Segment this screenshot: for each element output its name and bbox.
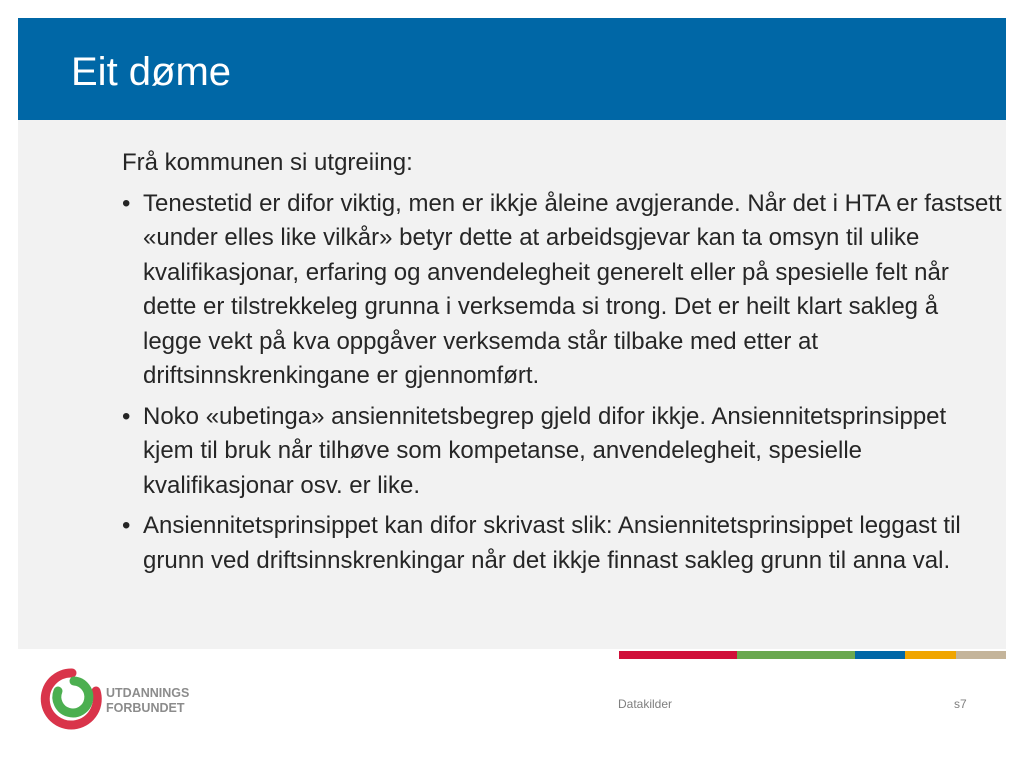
logo-ring-icon (45, 673, 97, 725)
intro-text: Frå kommunen si utgreiing: (122, 149, 413, 176)
stripe-green (737, 651, 855, 659)
bullet-text: Ansiennitetsprinsippet kan difor skrivast slik: Ansiennitetsprinsippet leggast til grunn ved driftsinnskrenkingar når det ikkje finnast sakleg grunn til anna val. (143, 512, 961, 574)
stripe-tan (956, 651, 1006, 659)
stripe-blue (855, 651, 905, 659)
footer-section: Datakilder (618, 697, 673, 711)
logo-line1: UTDANNINGS (106, 686, 190, 700)
footer (18, 649, 1006, 749)
bullet-marker: • (122, 189, 131, 217)
bullet-item (122, 400, 1002, 504)
title-bar (18, 18, 1006, 120)
stripe-yellow (905, 651, 956, 659)
slide (18, 18, 1006, 749)
slide-content (122, 146, 1002, 584)
utdanningsforbundet-logo (38, 667, 198, 731)
stripe-red (619, 651, 737, 659)
bullet-marker: • (122, 512, 131, 539)
logo-line2: FORBUNDET (106, 701, 185, 715)
bullet-item (122, 509, 1002, 578)
bullet-text: Tenestetid er difor viktig, men er ikkje åleine avgjerande. Når det i HTA er fastsett «under elles like vilkår» betyr dette at arbeidsgjevar kan ta omsyn til ulike kvalifikasjonar, erfaring og anvendelegheit generelt eller på spesielle felt når dette er tilstrekkeleg grunna i verksemda si trong. Det er heilt klart sakleg å legge vekt på kva oppgåver verksemda står tilbake med etter at driftsinnskrenkingane er gjennomført. (143, 189, 1002, 389)
bullet-item (122, 187, 1002, 394)
bullet-marker: • (122, 402, 131, 430)
bullet-text: Noko «ubetinga» ansiennitetsbegrep gjeld difor ikkje. Ansiennitetsprinsippet kjem til bruk når tilhøve som kompetanse, anvendelegheit, spesielle kvalifikasjonar osv. er like. (143, 402, 947, 499)
slide-title: Eit døme (71, 50, 232, 94)
page-number: s7 (954, 697, 967, 711)
